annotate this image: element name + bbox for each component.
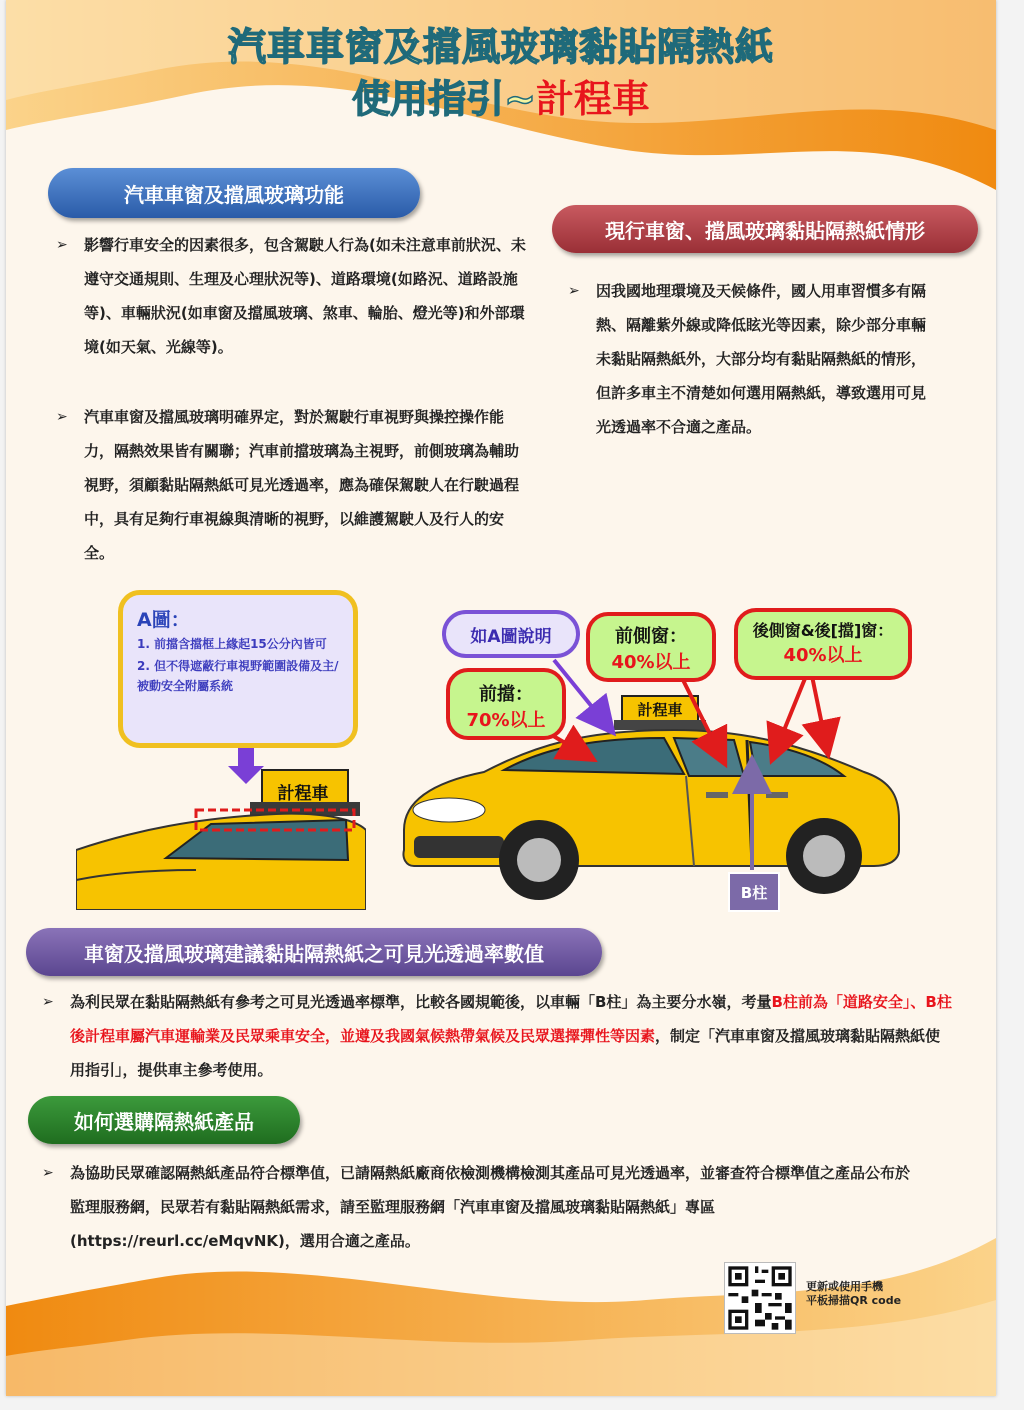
callout-a-item-2: 2. 但不得遮蔽行車視野範圍設備及主/被動安全附屬系統: [137, 659, 339, 693]
taxi-sign-small: 計程車: [277, 783, 329, 804]
section-heading-values: 車窗及擋風玻璃建議黏貼隔熱紙之可見光透過率數值: [26, 928, 602, 976]
front-windshield-label: 前擋：: [479, 684, 533, 705]
bullet-arrow-icon: ➢: [42, 994, 54, 1010]
poster-title-line1: 汽車車窗及擋風玻璃黏貼隔熱紙: [227, 25, 774, 69]
rear-label: 後側窗&後[擋]窗：: [752, 621, 894, 640]
bullet-arrow-icon: ➢: [42, 1165, 54, 1181]
callout-a-item-1: 1. 前擋含擋框上緣起15公分內皆可: [137, 637, 327, 651]
bullet-text: 因我國地理環境及天候條件，國人用車習慣多有隔熱、隔離紫外線或降低眩光等因素，除少部分車輛未黏貼隔熱紙外，大部分均有黏貼隔熱紙的情形，但許多車主不清楚如何選用隔熱紙，導致選用可見光透過率不合適之產品。: [596, 282, 927, 436]
ref-a-bubble: 如A圖說明: [442, 610, 580, 658]
values-text-red: B柱前為「道路安全」、B柱後計程車屬汽車運輸業及民眾乘車安全，並遵及我國氣候熱帶氣候及民眾選擇彈性等因素: [70, 993, 952, 1045]
poster-page: [6, 0, 996, 1396]
bullet-text: 汽車車窗及擋風玻璃明確界定，對於駕駛行車視野與操控操作能力，隔熱效果皆有關聯；汽車前擋玻璃為主視野，前側玻璃為輔助視野，須顧黏貼隔熱紙可見光透過率，應為確保駕駛人在行駛過程中，具有足夠行車視線與清晰的視野，以維護駕駛人及行人的安全。: [84, 408, 520, 562]
bullet-arrow-icon: ➢: [56, 237, 68, 253]
values-bullet-1: [42, 985, 954, 1087]
bullet-text: 為協助民眾確認隔熱紙產品符合標準值，已請隔熱紙廠商依檢測機構檢測其產品可見光透過率，並審查符合標準值之產品公布於監理服務網，民眾若有黏貼隔熱紙需求，請至監理服務網「汽車車窗及擋風玻璃黏貼隔熱紙」專區(https://reurl.cc/eMqvNK)，選用合適之產品。: [70, 1164, 911, 1250]
section-heading-select: 如何選購隔熱紙產品: [28, 1096, 300, 1144]
values-text-part2: ，制定「汽車車窗及擋風玻璃黏貼隔熱紙使用指引」，提供車主參考使用。: [70, 1027, 941, 1079]
select-bullet-1: [42, 1156, 922, 1258]
bullet-text: [42, 985, 954, 1087]
bullet-text: 影響行車安全的因素很多，包含駕駛人行為(如未注意車前狀況、未遵守交通規則、生理及心理狀況等)、道路環境(如路況、道路設施等)、車輛狀況(如車窗及擋風玻璃、煞車、輪胎、燈光等)和外部環境(如天氣、光線等)。: [84, 236, 526, 356]
bubble-rear: [734, 608, 912, 680]
rear-value: 40%以上: [783, 645, 863, 666]
section-heading-function: 汽車車窗及擋風玻璃功能: [48, 168, 420, 218]
qr-caption-line2: 平板掃描QR code: [806, 1294, 902, 1307]
b-pillar-label: B柱: [728, 872, 780, 912]
bubble-front-windshield: [446, 668, 566, 740]
qr-caption-line1: 更新或使用手機: [806, 1280, 883, 1293]
callout-a-heading: A圖：: [137, 609, 190, 631]
bullet-arrow-icon: ➢: [568, 283, 580, 299]
callout-arrows: [6, 0, 996, 1000]
title-highlight: 計程車: [535, 77, 650, 121]
bullet-arrow-icon: ➢: [56, 409, 68, 425]
section-heading-current: 現行車窗、擋風玻璃黏貼隔熱紙情形: [552, 205, 978, 253]
title-prefix: 使用指引~: [352, 77, 536, 121]
taxi-sign-large: 計程車: [637, 700, 683, 719]
front-windshield-value: 70%以上: [466, 710, 546, 731]
bubble-front-side: [586, 612, 716, 682]
front-side-label: 前側窗：: [615, 626, 687, 647]
qr-caption: [806, 1280, 901, 1308]
qr-code-icon[interactable]: [724, 1262, 796, 1334]
front-side-value: 40%以上: [611, 652, 691, 673]
values-text-part1: 為利民眾在黏貼隔熱紙有參考之可見光透過率標準，比較各國規範後，以車輛「B柱」為主要分水嶺，考量: [70, 993, 772, 1011]
